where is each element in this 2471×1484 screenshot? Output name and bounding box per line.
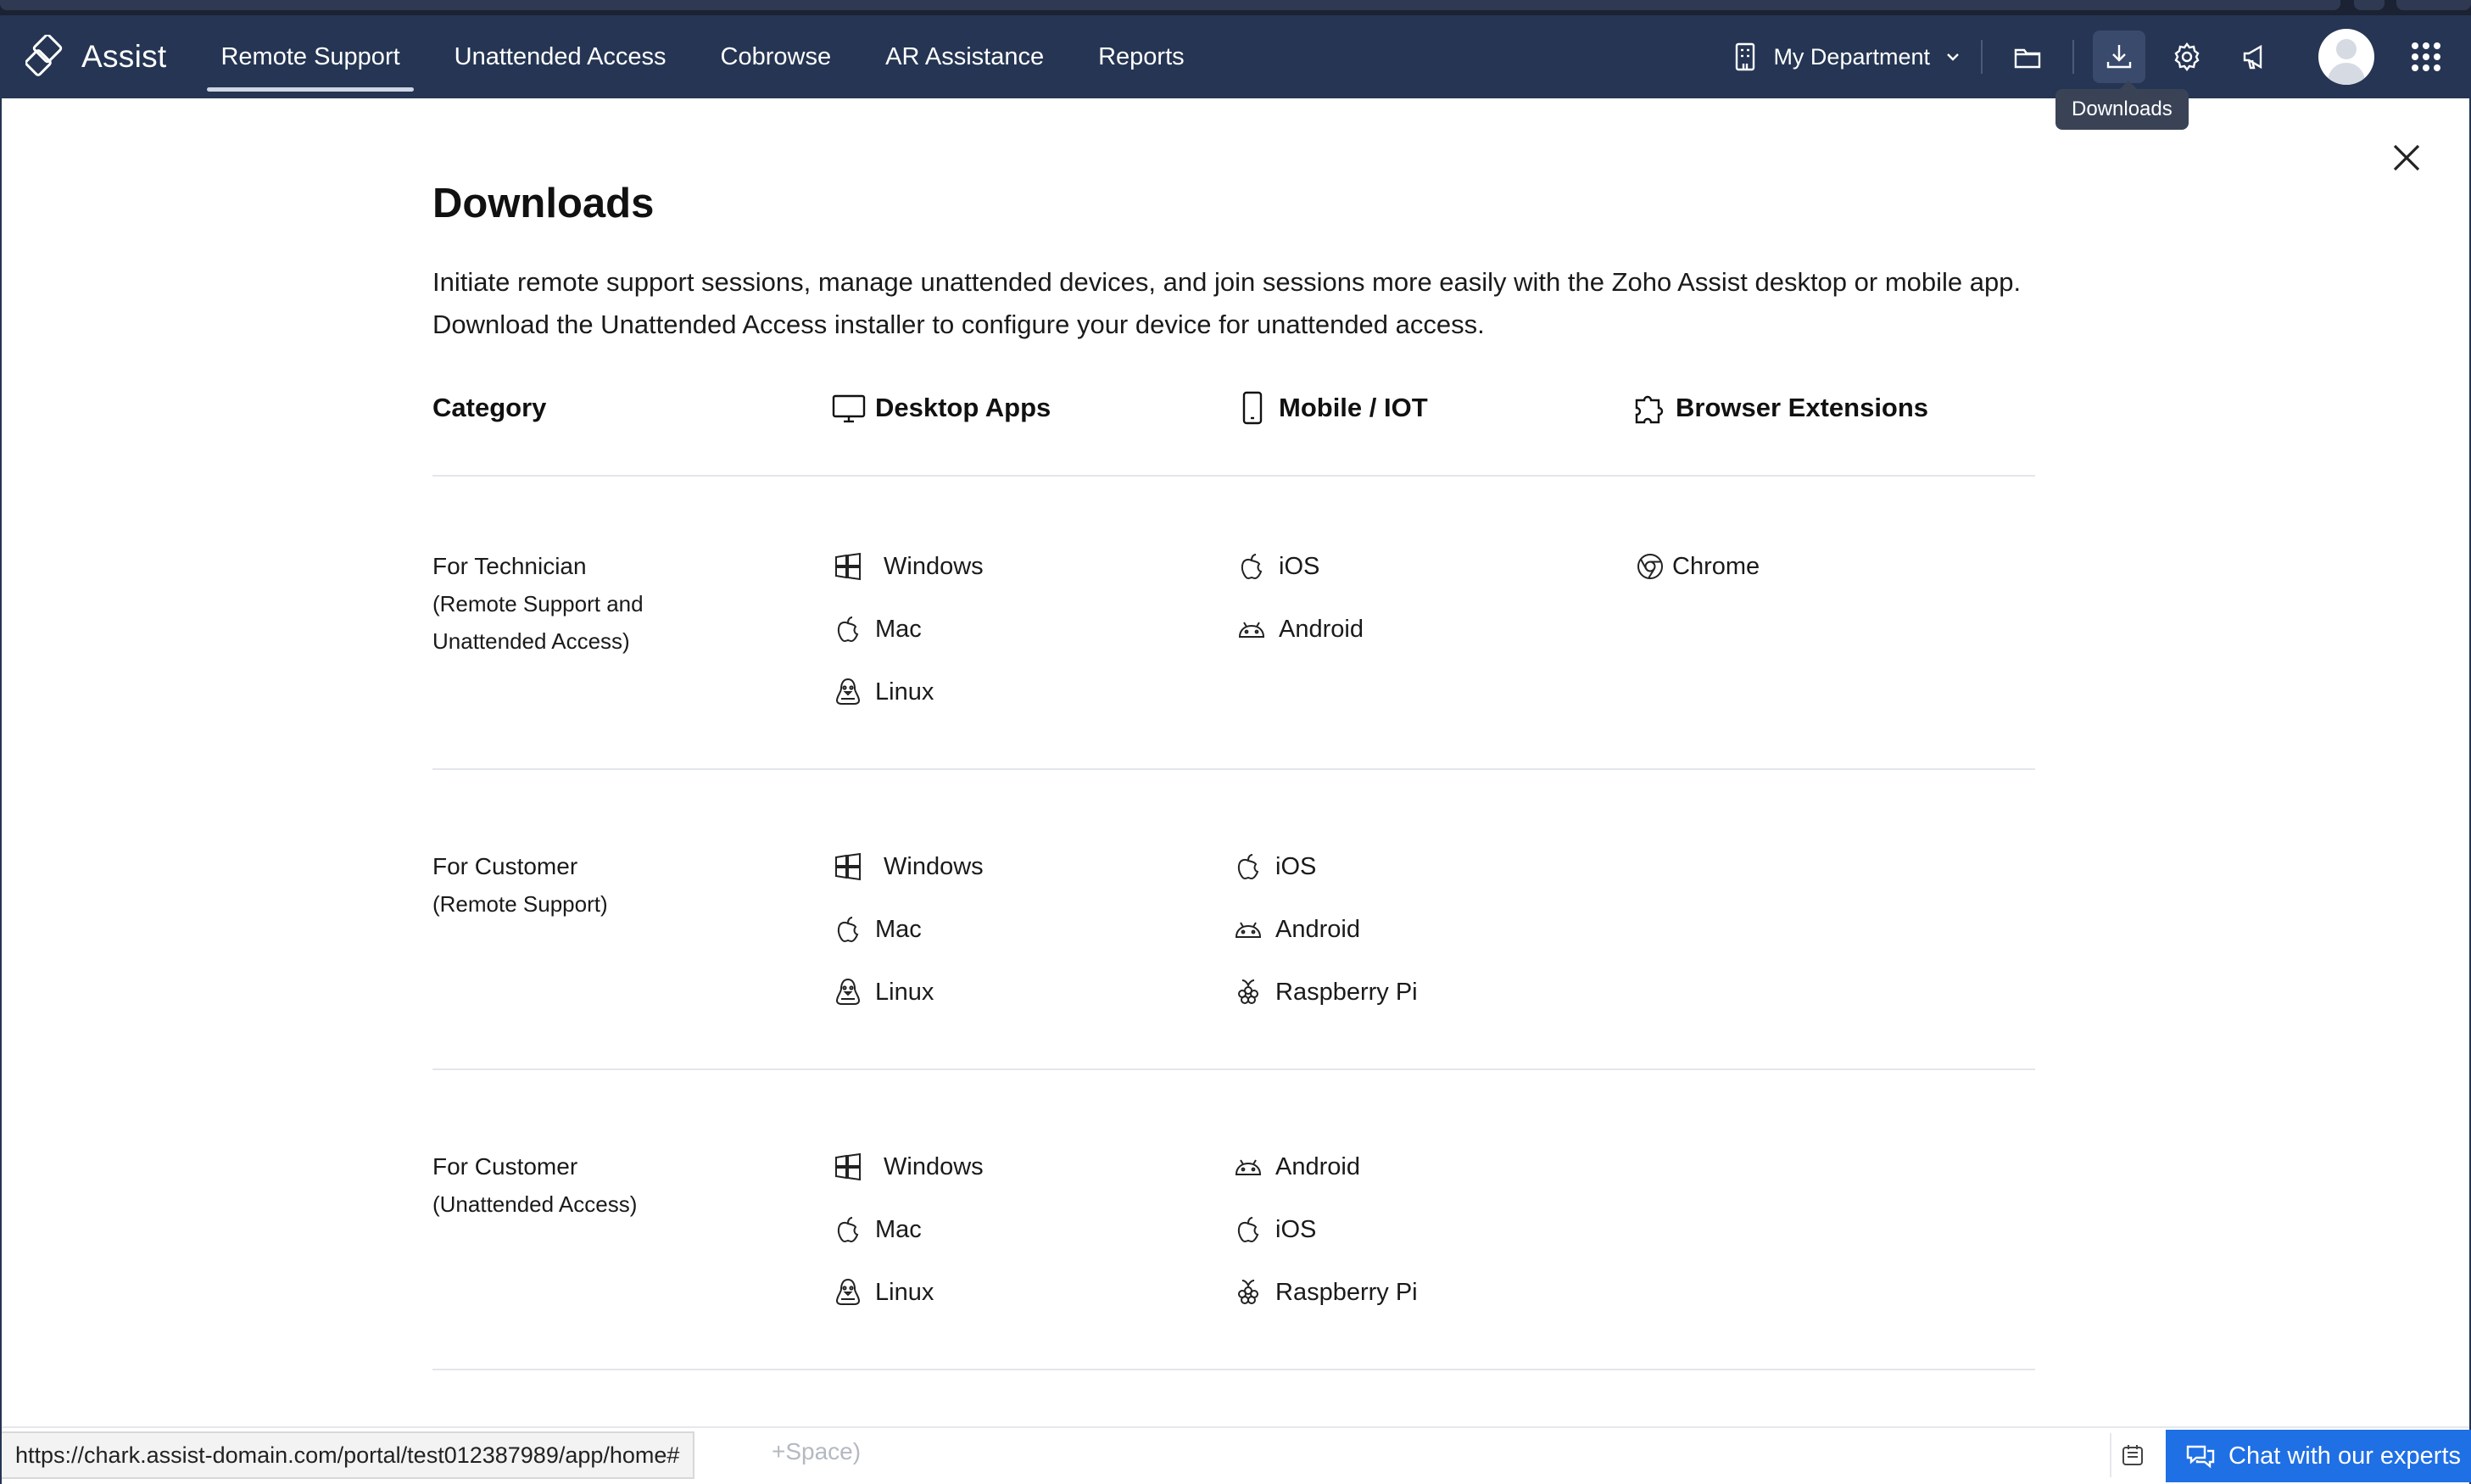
download-android[interactable] xyxy=(1233,910,1360,949)
department-selector[interactable] xyxy=(1732,42,1962,72)
shortcut-hint: +Space) xyxy=(772,1438,862,1464)
download-android[interactable] xyxy=(1236,610,1364,649)
header-category xyxy=(432,388,546,427)
windows-icon xyxy=(833,851,863,882)
download-ios[interactable] xyxy=(1233,847,1316,886)
chat-with-experts-button[interactable] xyxy=(2166,1430,2471,1482)
header-browser-label: Browser Extensions xyxy=(1676,393,1929,422)
chat-button-label: Chat with our experts xyxy=(2228,1442,2462,1470)
apps-grid-dot xyxy=(2434,53,2440,60)
download-linux[interactable] xyxy=(833,1273,934,1312)
tab-reports[interactable]: Reports xyxy=(1098,42,1185,70)
header-browser xyxy=(1632,388,1928,427)
download-mac[interactable] xyxy=(833,910,922,949)
category-subtitle: (Remote Support) xyxy=(432,891,608,917)
header-desktop-label: Desktop Apps xyxy=(875,393,1051,422)
apps-grid-dot xyxy=(2423,64,2429,71)
category-subtitle: (Remote Support and xyxy=(432,591,644,616)
description-line-2: Download the Unattended Access installer to configure your device for unattended access. xyxy=(432,310,1485,339)
item-label: Mac xyxy=(875,1215,922,1243)
page-description xyxy=(432,261,2035,346)
download-ios[interactable] xyxy=(1236,547,1319,586)
page-title: Downloads xyxy=(432,181,655,226)
browser-tab-strip xyxy=(2354,0,2385,10)
item-label: Linux xyxy=(875,1278,934,1306)
monitor-icon xyxy=(831,390,867,426)
item-label: Raspberry Pi xyxy=(1275,978,1418,1006)
nav-right-actions xyxy=(1732,15,2471,98)
apps-grid-dot xyxy=(2434,42,2440,49)
apple-icon xyxy=(1236,551,1267,582)
tab-ar-assistance[interactable]: AR Assistance xyxy=(885,42,1045,70)
megaphone-icon xyxy=(2240,42,2270,72)
category-subtitle: Unattended Access) xyxy=(432,628,630,654)
item-label: Android xyxy=(1275,1152,1360,1180)
windows-icon xyxy=(833,1152,863,1182)
item-label: Mac xyxy=(875,915,922,943)
apple-icon xyxy=(833,914,863,945)
mobile-phone-icon xyxy=(1235,390,1270,426)
status-url: https://chark.assist-domain.com/portal/test012387989/app/home# xyxy=(2,1431,694,1479)
item-label: iOS xyxy=(1279,552,1320,580)
browser-tab-strip xyxy=(0,0,2340,10)
tab-unattended-access[interactable]: Unattended Access xyxy=(454,42,667,70)
brand[interactable] xyxy=(25,15,166,98)
table-row xyxy=(432,1070,2035,1370)
windows-icon xyxy=(833,551,863,582)
header-mobile xyxy=(1235,388,1428,427)
folder-button[interactable] xyxy=(2001,31,2054,83)
apple-icon xyxy=(833,614,863,644)
building-icon xyxy=(1732,42,1758,72)
download-raspberry-pi[interactable] xyxy=(1233,1273,1418,1312)
apple-icon xyxy=(1233,1214,1263,1245)
row-category xyxy=(432,1148,637,1223)
chat-bubble-icon xyxy=(2184,1440,2217,1472)
browser-top-strip xyxy=(0,0,2471,15)
puzzle-piece-icon xyxy=(1632,390,1667,426)
download-android[interactable] xyxy=(1233,1147,1360,1186)
category-title: For Customer xyxy=(432,1153,578,1180)
nav-divider xyxy=(2072,40,2074,74)
item-label: Windows xyxy=(884,552,984,580)
avatar-body-shape xyxy=(2328,63,2365,85)
apple-icon xyxy=(833,1214,863,1245)
linux-penguin-icon xyxy=(833,977,863,1007)
raspberry-icon xyxy=(1233,1277,1263,1308)
download-icon xyxy=(2104,42,2134,72)
category-title: For Customer xyxy=(432,853,578,879)
downloads-tooltip: Downloads xyxy=(2055,89,2189,130)
avatar-head-shape xyxy=(2336,39,2357,59)
item-label: iOS xyxy=(1275,852,1317,880)
download-ios[interactable] xyxy=(1233,1210,1316,1249)
nav-divider xyxy=(1981,40,1983,74)
bottom-toolbar-button[interactable] xyxy=(2110,1433,2154,1477)
table-row xyxy=(432,477,2035,770)
header-desktop xyxy=(831,388,1051,427)
download-windows[interactable] xyxy=(833,547,984,586)
department-label: My Department xyxy=(1773,43,1930,70)
chevron-down-icon xyxy=(1944,47,1962,66)
row-category xyxy=(432,548,644,660)
apps-grid-icon[interactable] xyxy=(2412,42,2440,71)
download-linux[interactable] xyxy=(833,672,934,711)
item-label: Linux xyxy=(875,978,934,1006)
gear-icon xyxy=(2172,42,2202,72)
item-label: Raspberry Pi xyxy=(1275,1278,1418,1306)
close-icon[interactable] xyxy=(2386,137,2427,178)
download-windows[interactable] xyxy=(833,1147,984,1186)
brand-name: Assist xyxy=(81,39,167,74)
browser-tab-strip xyxy=(2396,0,2471,10)
item-label: Windows xyxy=(884,1152,984,1180)
download-mac[interactable] xyxy=(833,1210,922,1249)
download-chrome-extension[interactable] xyxy=(1635,547,1760,586)
item-label: Android xyxy=(1279,615,1364,643)
item-label: Linux xyxy=(875,678,934,706)
header-mobile-label: Mobile / IOT xyxy=(1279,393,1428,422)
apple-icon xyxy=(1233,851,1263,882)
announcements-button[interactable] xyxy=(2228,31,2281,83)
category-title: For Technician xyxy=(432,553,587,579)
download-linux[interactable] xyxy=(833,973,934,1012)
download-mac[interactable] xyxy=(833,610,922,649)
downloads-table-header xyxy=(432,388,2035,477)
downloads-content xyxy=(432,170,2035,1306)
chrome-icon xyxy=(1635,551,1665,582)
notes-icon xyxy=(2119,1442,2146,1469)
apps-grid-dot xyxy=(2412,64,2418,71)
settings-button[interactable] xyxy=(2161,31,2213,83)
tab-cobrowse[interactable]: Cobrowse xyxy=(720,42,832,70)
tab-remote-support[interactable]: Remote Support xyxy=(207,15,413,98)
linux-penguin-icon xyxy=(833,1277,863,1308)
download-windows[interactable] xyxy=(833,847,984,886)
category-subtitle: (Unattended Access) xyxy=(432,1191,638,1217)
nav-tabs xyxy=(207,15,1224,98)
item-label: Chrome xyxy=(1672,552,1760,580)
frame-edge-left xyxy=(0,98,2,1484)
item-label: Windows xyxy=(884,852,984,880)
apps-grid-dot xyxy=(2434,64,2440,71)
item-label: Mac xyxy=(875,615,922,643)
table-row xyxy=(432,770,2035,1070)
apps-grid-dot xyxy=(2423,53,2429,60)
folder-icon xyxy=(2012,42,2043,72)
apps-grid-dot xyxy=(2412,42,2418,49)
apps-grid-dot xyxy=(2412,53,2418,60)
row-category xyxy=(432,848,608,923)
apps-grid-dot xyxy=(2423,42,2429,49)
description-line-1: Initiate remote support sessions, manage unattended devices, and join sessions more easily with the Zoho Assist desktop or mobile app. xyxy=(432,267,2022,297)
avatar[interactable] xyxy=(2318,29,2374,85)
raspberry-icon xyxy=(1233,977,1263,1007)
download-raspberry-pi[interactable] xyxy=(1233,973,1418,1012)
linux-penguin-icon xyxy=(833,677,863,707)
item-label: iOS xyxy=(1275,1215,1317,1243)
downloads-button[interactable] xyxy=(2093,31,2145,83)
header-category-label: Category xyxy=(432,393,547,422)
top-navbar xyxy=(0,15,2471,98)
item-label: Android xyxy=(1275,915,1360,943)
android-icon xyxy=(1236,614,1267,644)
android-icon xyxy=(1233,914,1263,945)
assist-logo-icon xyxy=(25,35,70,79)
android-icon xyxy=(1233,1152,1263,1182)
